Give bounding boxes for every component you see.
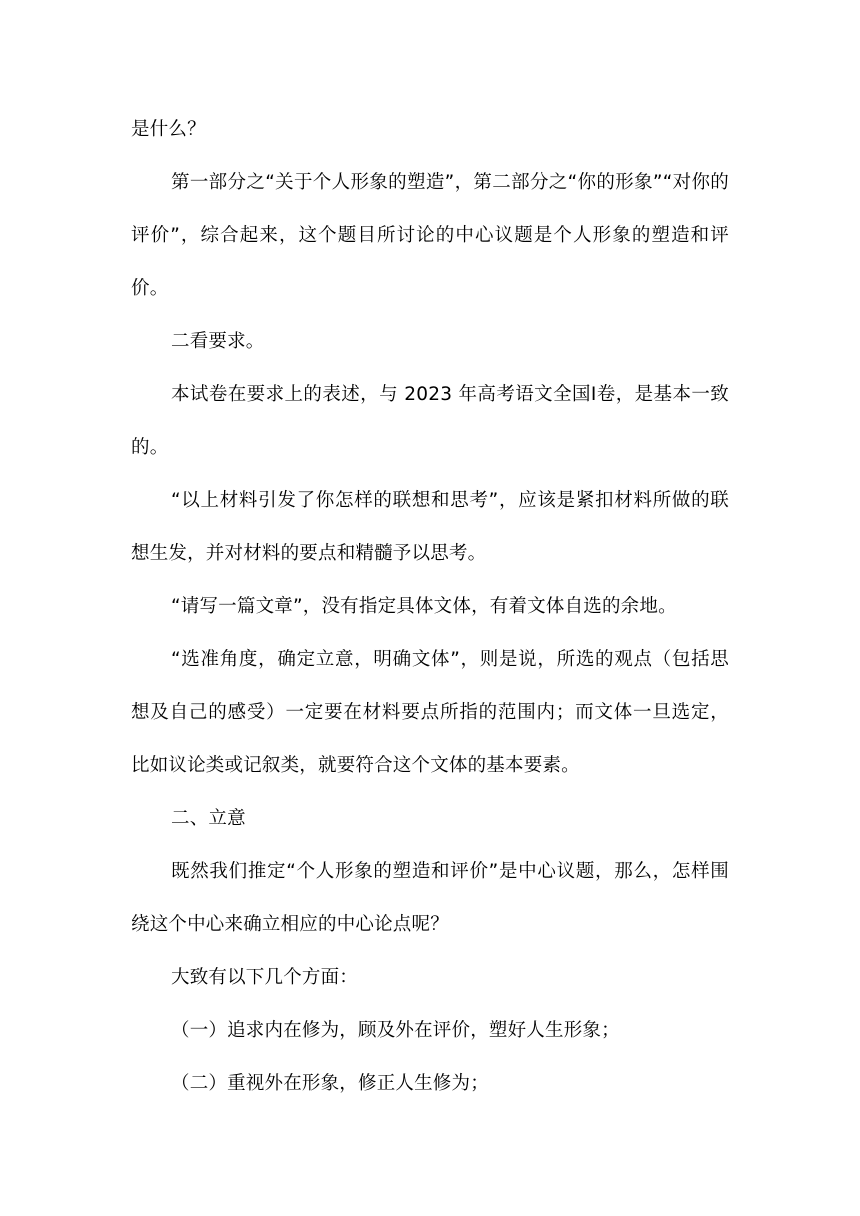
list-item-2: （二）重视外在形象，修正人生修为； — [171, 1073, 489, 1094]
paragraph-9: 既然我们推定“个人形象的塑造和评价”是中心议题，那么，怎样围绕这个中心来确立相应的中心论点呢？ — [131, 861, 729, 935]
paragraph-4: 本试卷在要求上的表述，与 2023 年高考语文全国I卷，是基本一致的。 — [131, 384, 729, 458]
paragraph-1: 是什么？ — [131, 119, 206, 140]
section-heading: 二、立意 — [171, 808, 246, 829]
paragraph-5: “以上材料引发了你怎样的联想和思考”，应该是紧扣材料所做的联想生发，并对材料的要点和精髓予以思考。 — [131, 490, 729, 564]
paragraph-6: “请写一篇文章”，没有指定具体文体，有着文体自选的余地。 — [171, 596, 677, 617]
list-item-1: （一）追求内在修为，顾及外在评价，塑好人生形象； — [171, 1020, 620, 1041]
paragraph-2: 第一部分之“关于个人形象的塑造”，第二部分之“你的形象”“对你的评价”，综合起来，这个题目所讨论的中心议题是个人形象的塑造和评价。 — [131, 172, 729, 299]
paragraph-7: “选准角度，确定立意，明确文体”，则是说，所选的观点（包括思想及自己的感受）一定要在材料要点所指的范围内；而文体一旦选定，比如议论类或记叙类，就要符合这个文体的基本要素。 — [131, 649, 729, 776]
paragraph-3: 二看要求。 — [171, 331, 265, 352]
paragraph-10: 大致有以下几个方面： — [171, 967, 359, 988]
